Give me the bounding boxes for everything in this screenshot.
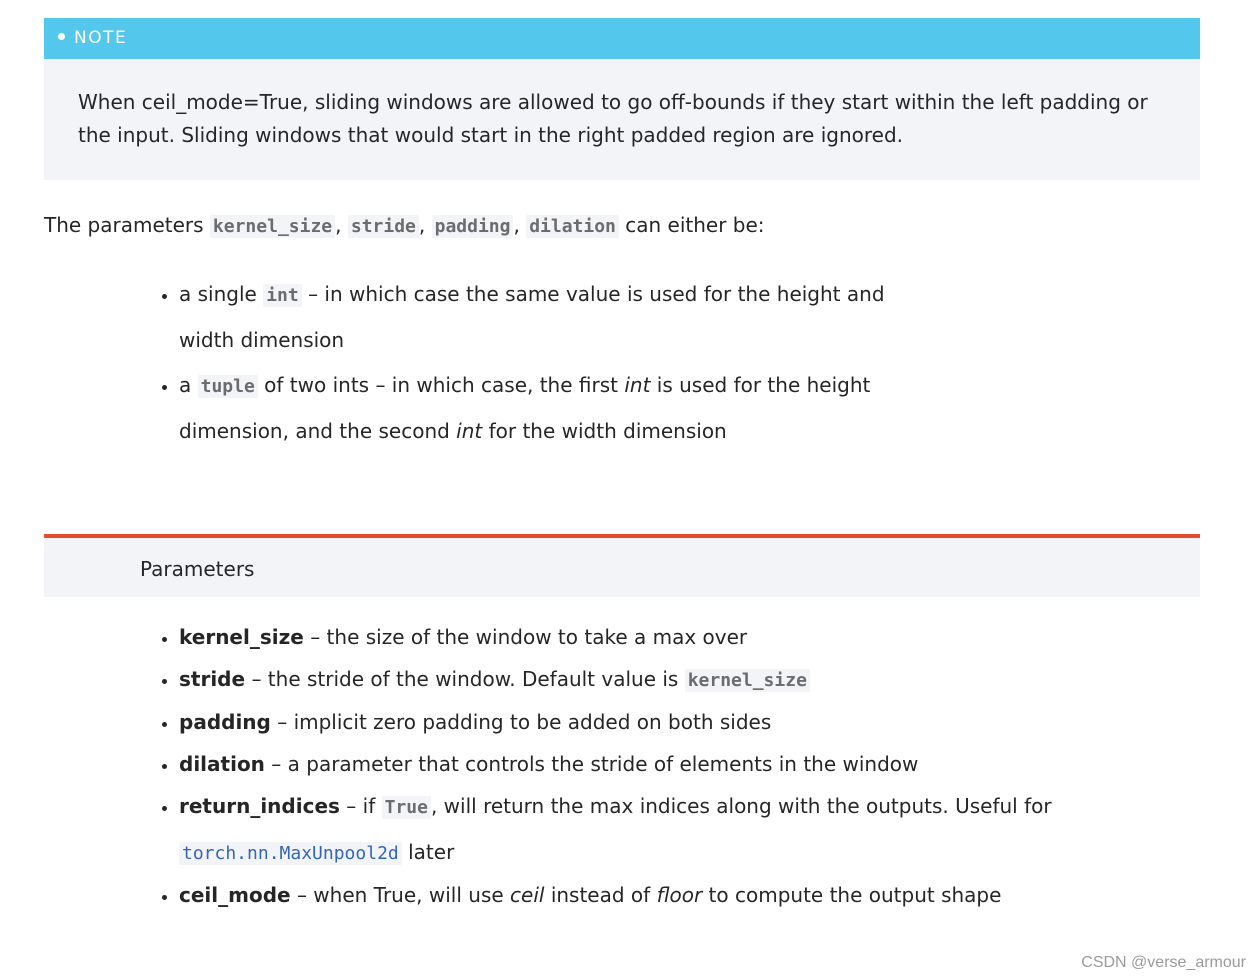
param-name: padding [179, 710, 271, 734]
code-dilation: dilation [526, 215, 619, 238]
param-ceil-mode [179, 873, 1179, 918]
code-true: True [382, 796, 431, 819]
note-box [44, 18, 1200, 180]
param-padding [179, 700, 1179, 745]
intro-prefix: The parameters [44, 213, 204, 237]
bullet-icon [58, 33, 65, 40]
option-text: – in which case the same value is used for the height and width dimension [179, 282, 885, 352]
intro-sep: , [418, 213, 426, 237]
param-stride [179, 657, 1179, 703]
options-list [135, 272, 939, 454]
intro-suffix: can either be: [625, 213, 765, 237]
code-int: int [263, 284, 302, 307]
param-name: return_indices [179, 794, 340, 818]
option-text: a single [179, 282, 257, 306]
param-name: kernel_size [179, 625, 304, 649]
maxunpool2d-link[interactable]: torch.nn.MaxUnpool2d [179, 842, 402, 865]
option-text: a [179, 373, 192, 397]
option-text: is used for the height dimension, and the second [179, 373, 871, 443]
param-desc: , will return the max indices along with the outputs. Useful for [430, 794, 1052, 818]
option-emphasis: int [456, 419, 483, 443]
code-padding: padding [432, 215, 514, 238]
option-text: for the width dimension [488, 419, 727, 443]
watermark: CSDN @verse_armour [1081, 954, 1246, 971]
param-return-indices [179, 784, 1179, 876]
option-text: of two ints – in which case, the first [264, 373, 618, 397]
param-dilation [179, 742, 1179, 787]
note-header [44, 18, 1200, 59]
param-desc: – a parameter that controls the stride of elements in the window [271, 752, 919, 776]
code-kernel-size: kernel_size [210, 215, 335, 238]
param-desc: – the size of the window to take a max over [310, 625, 748, 649]
list-item [179, 272, 939, 363]
param-name: ceil_mode [179, 883, 291, 907]
param-desc: – the stride of the window. Default value is [251, 667, 679, 691]
note-heading: NOTE [74, 28, 128, 48]
parameters-heading: Parameters [44, 534, 1200, 597]
intro-sep: , [335, 213, 342, 237]
param-desc: – if [346, 794, 376, 818]
param-desc: to compute the output shape [708, 883, 1002, 907]
param-desc: – when True, will use [296, 883, 504, 907]
code-tuple: tuple [198, 375, 258, 398]
parameters-list [135, 615, 1179, 915]
param-name: dilation [179, 752, 265, 776]
code-stride: stride [348, 215, 419, 238]
option-emphasis: int [624, 373, 651, 397]
param-desc: later [408, 840, 455, 864]
param-kernel-size [179, 615, 1179, 660]
param-name: stride [179, 667, 246, 691]
note-text: When ceil_mode=True, sliding windows are allowed to go off-bounds if they start within the left padding or the input. Sliding windows that would start in the right padded region are ignored. [44, 59, 1200, 180]
param-desc: – implicit zero padding to be added on both sides [277, 710, 772, 734]
param-desc: instead of [550, 883, 651, 907]
param-emphasis: floor [656, 883, 703, 907]
code-kernel-size: kernel_size [685, 669, 810, 692]
list-item [179, 363, 939, 454]
param-emphasis: ceil [510, 883, 545, 907]
intro-paragraph [44, 206, 765, 246]
intro-sep: , [513, 213, 520, 237]
